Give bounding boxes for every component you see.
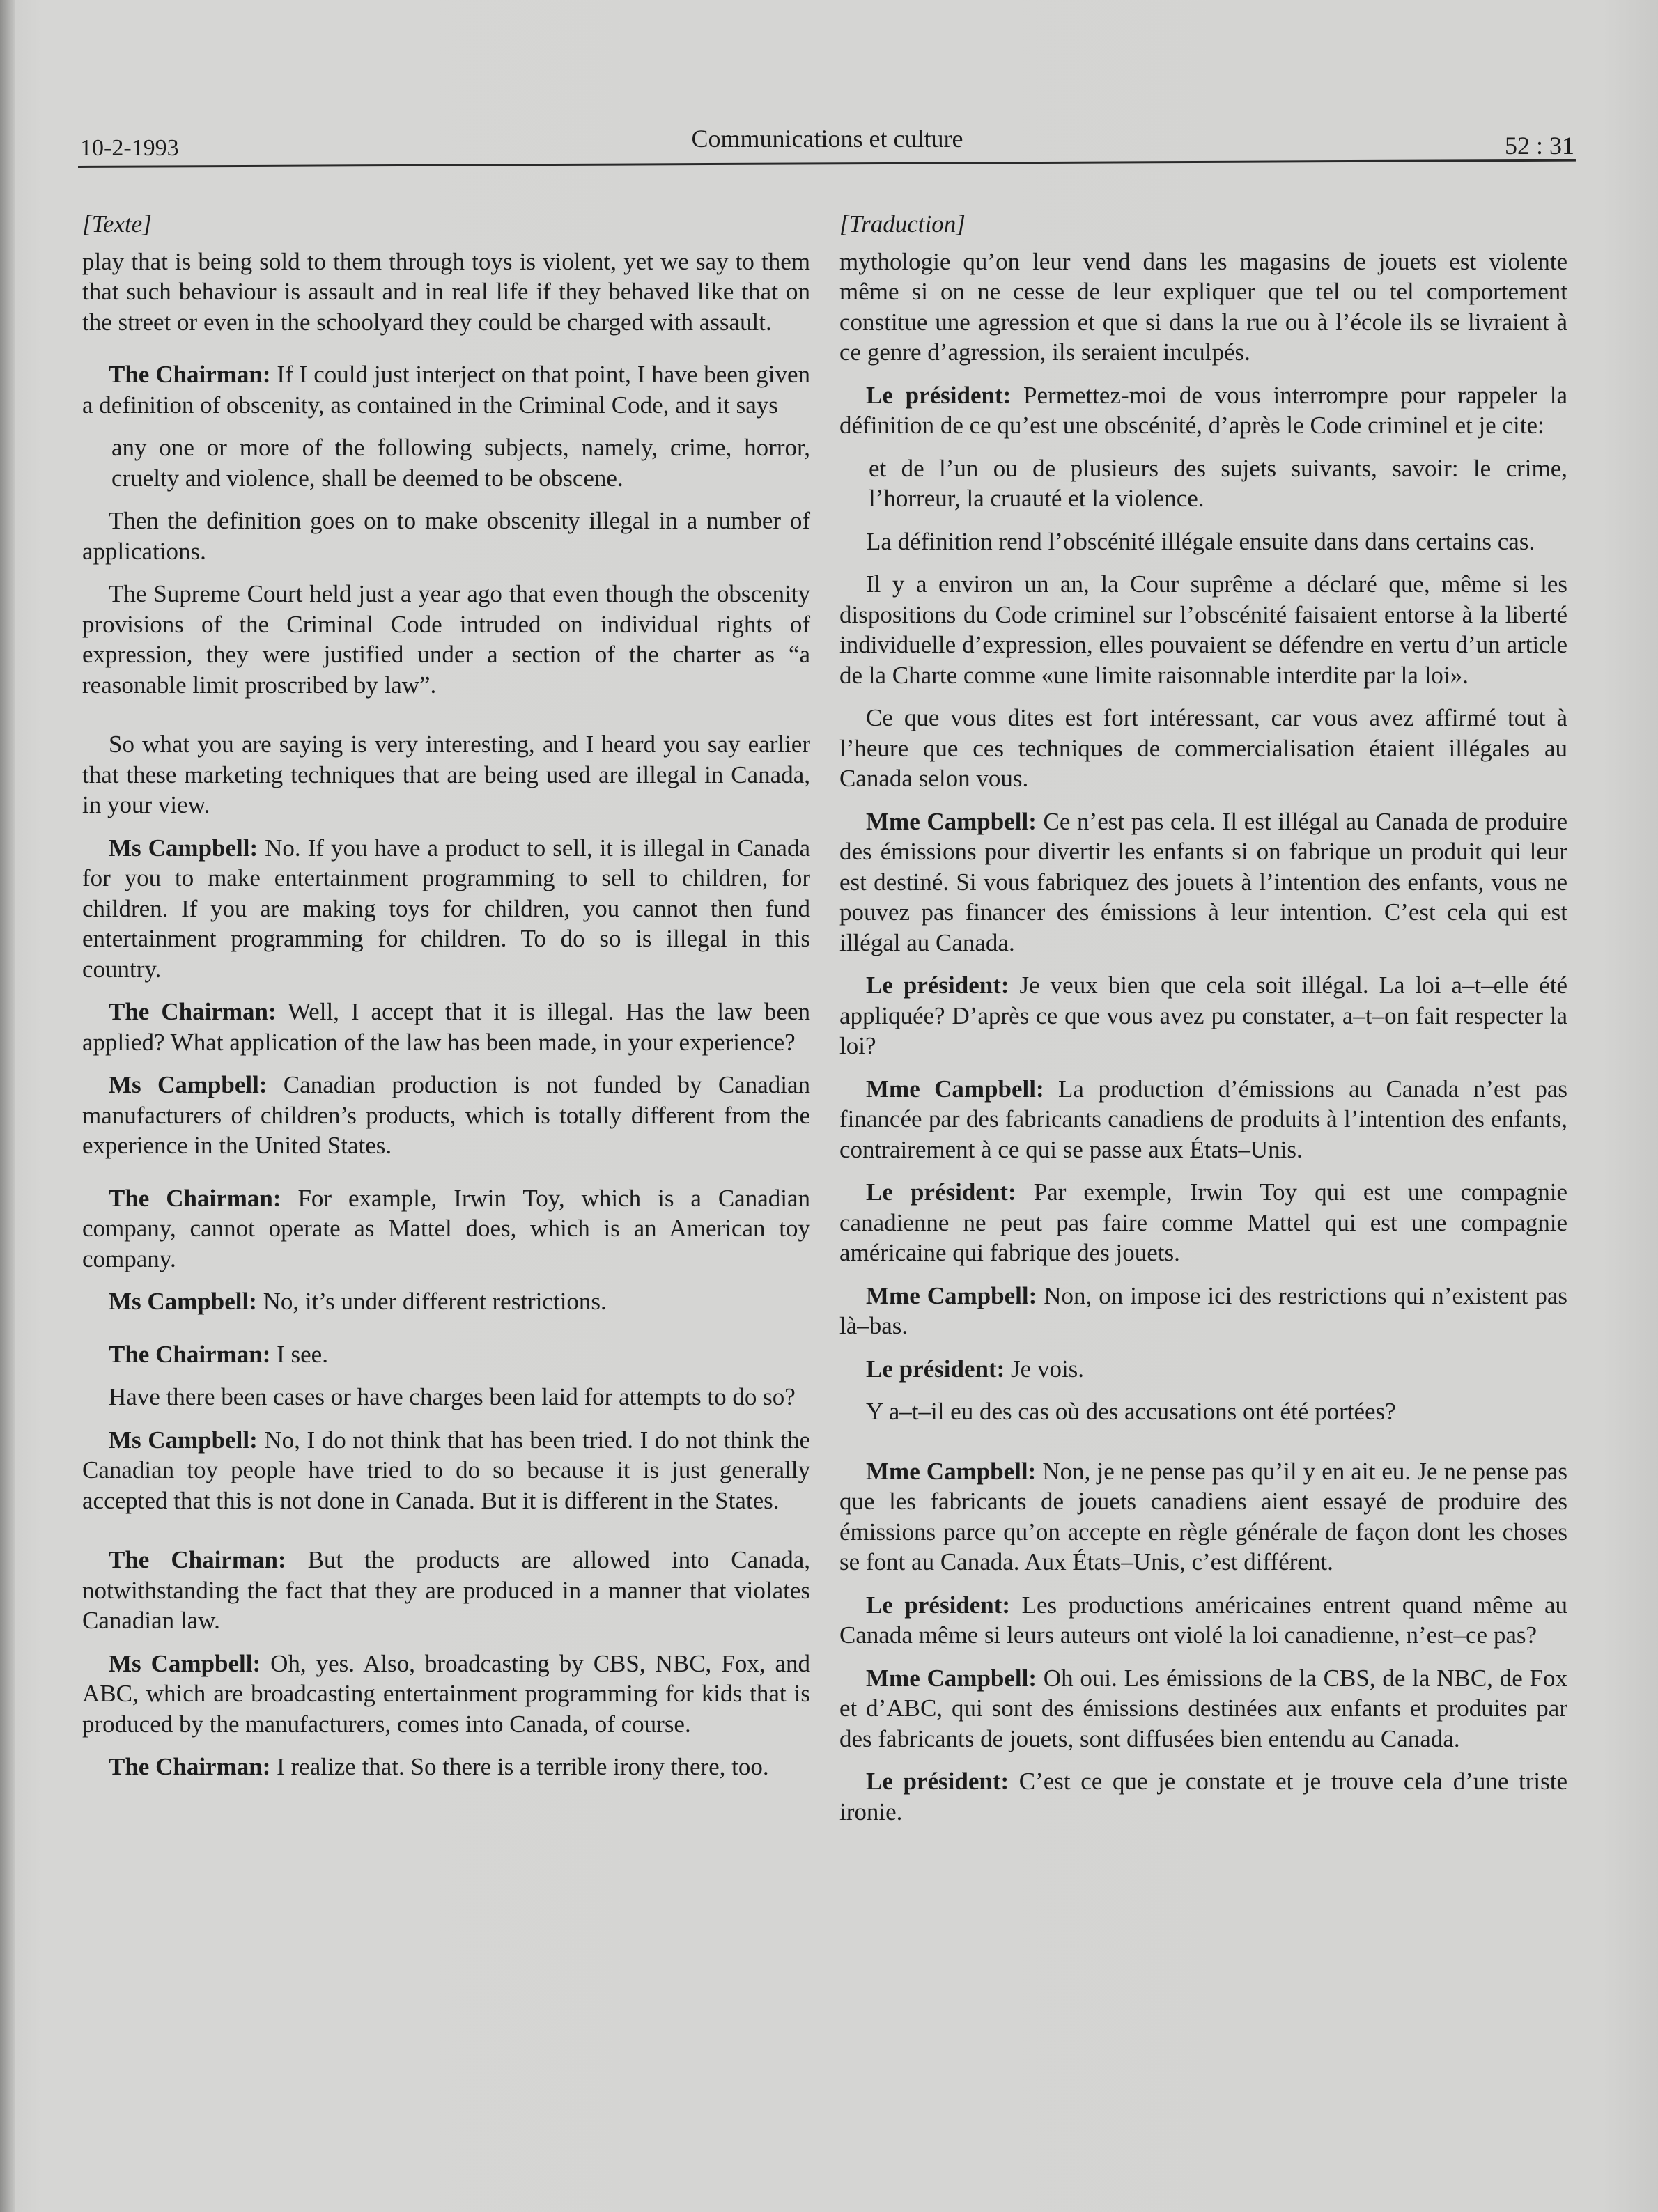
paragraph: Ms Campbell: No, it’s under different restrictions. bbox=[109, 1288, 607, 1315]
paragraph: Ms Campbell: Oh, yes. Also, broadcasting by CBS, NBC, Fox, and ABC, which are broadcasting entertainment programming for kids that is produced by the manufacturers, comes into Canada, of course. bbox=[82, 1649, 810, 1738]
header-title: Communications et culture bbox=[691, 125, 963, 153]
quotation: any one or more of the following subjects, namely, crime, horror, cruelty and violence, shall be deemed to be obscene. bbox=[111, 434, 810, 492]
header-page-number: 52 : 31 bbox=[1504, 132, 1574, 159]
speaker-label: Le président: bbox=[866, 1591, 1011, 1619]
paragraph: So what you are saying is very interesting, and I heard you say earlier that these marketing techniques that are being used are illegal in Canada, in your view. bbox=[82, 731, 810, 818]
speaker-label: Le président: bbox=[866, 1178, 1016, 1206]
paragraph: The Chairman: For example, Irwin Toy, which is a Canadian company, cannot operate as Mattel does, which is an American toy company. bbox=[82, 1184, 810, 1272]
paragraph: The Supreme Court held just a year ago that even though the obscenity provisions of the Criminal Code intruded on individual rights of expression, they were justified under a section of the charter as “a reasonable limit proscribed by law”. bbox=[82, 580, 810, 699]
speaker-label: Le président: bbox=[866, 1355, 1005, 1382]
speaker-label: Mme Campbell: bbox=[866, 807, 1037, 835]
speaker-label: Ms Campbell: bbox=[109, 1426, 258, 1454]
page-header bbox=[80, 117, 1574, 166]
speaker-label: Mme Campbell: bbox=[866, 1664, 1037, 1692]
speaker-label: The Chairman: bbox=[109, 1184, 281, 1212]
paragraph: Mme Campbell: Oh oui. Les émissions de la CBS, de la NBC, de Fox et d’ABC, qui sont des émissions destinées aux enfants et produites par des fabricants de jouets, sont diffusées bien entendu au Canada. bbox=[839, 1664, 1567, 1752]
speaker-label: The Chairman: bbox=[109, 998, 277, 1025]
language-label: [Traduction] bbox=[839, 210, 966, 237]
language-label: [Texte] bbox=[82, 210, 152, 237]
paragraph: Y a–t–il eu des cas où des accusations ont été portées? bbox=[866, 1398, 1396, 1425]
speaker-label: Mme Campbell: bbox=[866, 1282, 1037, 1309]
paragraph: Mme Campbell: La production d’émissions au Canada n’est pas financée par des fabricants canadiens de produits à l’intention des enfants, contrairement à ce qui se passe aux États–Unis. bbox=[839, 1075, 1567, 1163]
paragraph: Le président: Les productions américaines entrent quand même au Canada même si leurs auteurs ont violé la loi canadienne, n’est–ce pas? bbox=[839, 1591, 1567, 1649]
paragraph: Have there been cases or have charges been laid for attempts to do so? bbox=[109, 1383, 796, 1410]
paragraph: mythologie qu’on leur vend dans les magasins de jouets est violente même si on ne cesse de leur expliquer que tel ou tel comportement constitue une agression et que si dans la rue ou à l’école ils se livraient à ce genre d’agression, ils seraient inculpés. bbox=[839, 247, 1567, 366]
paragraph: Le président: C’est ce que je constate et je trouve cela d’une triste ironie. bbox=[839, 1768, 1567, 1825]
speaker-label: Le président: bbox=[866, 1768, 1009, 1795]
paragraph: The Chairman: I realize that. So there is a terrible irony there, too. bbox=[109, 1753, 769, 1780]
speaker-label: The Chairman: bbox=[109, 1546, 286, 1573]
quotation: et de l’un ou de plusieurs des sujets suivants, savoir: le crime, l’horreur, la cruauté et la violence. bbox=[869, 454, 1567, 512]
english-column bbox=[82, 209, 810, 1795]
paragraph: Le président: Je veux bien que cela soit illégal. La loi a–t–elle été appliquée? D’après ce que vous avez pu constater, a–t–on fait respecter la loi? bbox=[839, 972, 1567, 1059]
speaker-label: Ms Campbell: bbox=[109, 1649, 261, 1677]
speaker-label: Ms Campbell: bbox=[109, 1071, 268, 1098]
paragraph: Mme Campbell: Ce n’est pas cela. Il est illégal au Canada de produire des émissions pour divertir les enfants si on fabrique un produit qui leur est destiné. Si vous fabriquez des jouets à l’intention des enfants, vous ne pouvez pas financer des émissions à leur intention. C’est cela qui est illégal au Canada. bbox=[839, 807, 1567, 956]
paragraph: La définition rend l’obscénité illégale ensuite dans dans certains cas. bbox=[866, 527, 1535, 555]
paragraph: Le président: Permettez-moi de vous interrompre pour rappeler la définition de ce qu’est une obscénité, d’après le Code criminel et je cite: bbox=[839, 381, 1567, 439]
paragraph: Ms Campbell: No. If you have a product to sell, it is illegal in Canada for you to make entertainment programming to sell to children, for children. If you are making toys for children, you cannot then fund entertainment programming for children. To do so is illegal in this country. bbox=[82, 834, 810, 983]
speaker-label: Le président: bbox=[866, 972, 1009, 999]
paragraph: Mme Campbell: Non, on impose ici des restrictions qui n’existent pas là–bas. bbox=[839, 1282, 1567, 1339]
speaker-label: Mme Campbell: bbox=[866, 1075, 1044, 1103]
header-date: 10-2-1993 bbox=[80, 135, 179, 161]
speaker-label: Ms Campbell: bbox=[109, 1288, 257, 1315]
speaker-label: Mme Campbell: bbox=[866, 1457, 1037, 1485]
paragraph: Il y a environ un an, la Cour suprême a déclaré que, même si les dispositions du Code criminel sur l’obscénité faisaient entorse à la liberté individuelle d’expression, elles pouvaient se défendre en vertu d’un article de la Charte comme «une limite raisonnable interdite par la loi». bbox=[839, 570, 1567, 689]
paragraph: Then the definition goes on to make obscenity illegal in a number of applications. bbox=[82, 507, 810, 565]
paragraph: Le président: Par exemple, Irwin Toy qui est une compagnie canadienne ne peut pas faire comme Mattel qui est une compagnie américaine qui fabrique des jouets. bbox=[839, 1178, 1567, 1266]
speaker-label: The Chairman: bbox=[109, 1753, 271, 1780]
paragraph: Ms Campbell: Canadian production is not funded by Canadian manufacturers of children’s products, which is totally different from the experience in the United States. bbox=[82, 1071, 810, 1159]
binding-shadow bbox=[0, 0, 15, 2212]
paragraph: The Chairman: Well, I accept that it is illegal. Has the law been applied? What application of the law has been made, in your experience? bbox=[82, 998, 811, 1056]
speaker-label: Le président: bbox=[866, 381, 1012, 409]
paragraph: Ce que vous dites est fort intéressant, car vous avez affirmé tout à l’heure que ces techniques de commercialisation étaient illégales au Canada selon vous. bbox=[839, 704, 1567, 792]
paragraph: The Chairman: But the products are allowed into Canada, notwithstanding the fact that they are produced in a manner that violates Canadian law. bbox=[82, 1546, 810, 1634]
speaker-label: Ms Campbell: bbox=[109, 834, 258, 862]
speaker-label: The Chairman: bbox=[109, 1340, 271, 1368]
paragraph: Mme Campbell: Non, je ne pense pas qu’il y en ait eu. Je ne pense pas que les fabricants de jouets canadiens aient essayé de produire des émissions parce qu’on accepte en règle générale de façon dont les choses se font au Canada. Aux États–Unis, c’est différent. bbox=[839, 1457, 1567, 1575]
paragraph: The Chairman: I see. bbox=[109, 1340, 328, 1368]
paragraph: The Chairman: If I could just interject on that point, I have been given a definition of obscenity, as contained in the Criminal Code, and it says bbox=[82, 361, 811, 419]
paragraph: Le président: Je vois. bbox=[866, 1355, 1085, 1382]
paragraph: Ms Campbell: No, I do not think that has been tried. I do not think the Canadian toy people have tried to do so because it is just generally accepted that this is not done in Canada. But it is different in the States. bbox=[82, 1426, 810, 1514]
french-column bbox=[839, 209, 1567, 1839]
speaker-label: The Chairman: bbox=[109, 361, 271, 388]
paragraph: play that is being sold to them through toys is violent, yet we say to them that such behaviour is assault and in real life if they behaved like that on the street or even in the schoolyard they could be charged with assault. bbox=[82, 247, 810, 336]
